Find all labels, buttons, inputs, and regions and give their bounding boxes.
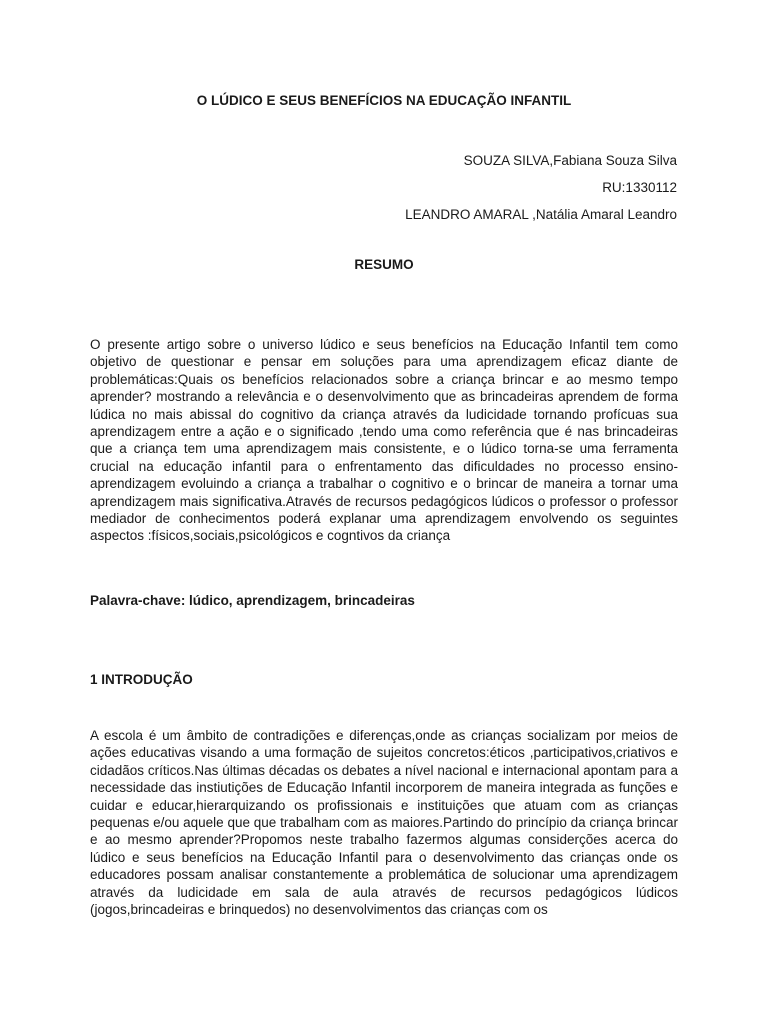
author-block bbox=[405, 147, 677, 228]
author-line-2: RU:1330112 bbox=[602, 180, 677, 195]
author-line-3: LEANDRO AMARAL ,Natália Amaral Leandro bbox=[405, 207, 677, 222]
author-line-1: SOUZA SILVA,Fabiana Souza Silva bbox=[463, 153, 677, 168]
introduction-heading: 1 INTRODUÇÃO bbox=[90, 672, 193, 687]
introduction-paragraph: A escola é um âmbito de contradições e diferenças,onde as crianças socializam por meios de ações educativas visando a uma formação de sujeitos concretos:éticos ,participativos,criativos e cidadãos críticos.Nas últimas décadas os debates a nível nacional e internacional apontam para a necessidade das instiutições de Educação Infantil incorporem de maneira integrada as funções e cuidar e educar,hierarquizando os profissionais e instituições que atuam com as crianças pequenas e/ou aquele que que trabalham com as maiores.Partindo do princípio da criança brincar e ao mesmo aprender?Propomos neste trabalho fazermos algumas considerções acerca do lúdico e seus benefícios na Educação Infantil para o desenvolvimento das crianças onde os educadores possam analisar constantemente a problemática de solucionar uma aprendizagem através da ludicidade em sala de aula através de recursos pedagógicos lúdicos (jogos,brincadeiras e brinquedos) no desenvolvimentos das crianças com os bbox=[90, 728, 678, 918]
keywords-line: Palavra-chave: lúdico, aprendizagem, brincadeiras bbox=[90, 593, 415, 608]
abstract-heading: RESUMO bbox=[354, 257, 414, 272]
document-title: O LÚDICO E SEUS BENEFÍCIOS NA EDUCAÇÃO INFANTIL bbox=[196, 93, 572, 108]
abstract-paragraph: O presente artigo sobre o universo lúdico e seus benefícios na Educação Infantil tem como objetivo de questionar e pensar em soluções para uma aprendizagem eficaz diante de problemáticas:Quais os benefícios relacionados sobre a criança brincar e ao mesmo tempo aprender? mostrando a relevância e o desenvolvimento que as brincadeiras aprendem de forma lúdica no mais abissal do cognitivo da criança através da ludicidade tornando profícuas sua aprendizagem entre a ação e o significado ,tendo uma como referência que é nas brincadeiras que a criança tem uma aprendizagem mais consistente, e o lúdico torna-se uma ferramenta crucial na educação infantil para o enfrentamento das dificuldades no processo ensino-aprendizagem evoluindo a criança a trabalhar o cognitivo e o brincar de maneira a tornar uma aprendizagem mais significativa.Através de recursos pedagógicos lúdicos o professor o professor mediador de conhecimentos poderá explanar uma aprendizagem envolvendo os seguintes aspectos :físicos,sociais,psicológicos e cogntivos da criança bbox=[90, 337, 678, 544]
